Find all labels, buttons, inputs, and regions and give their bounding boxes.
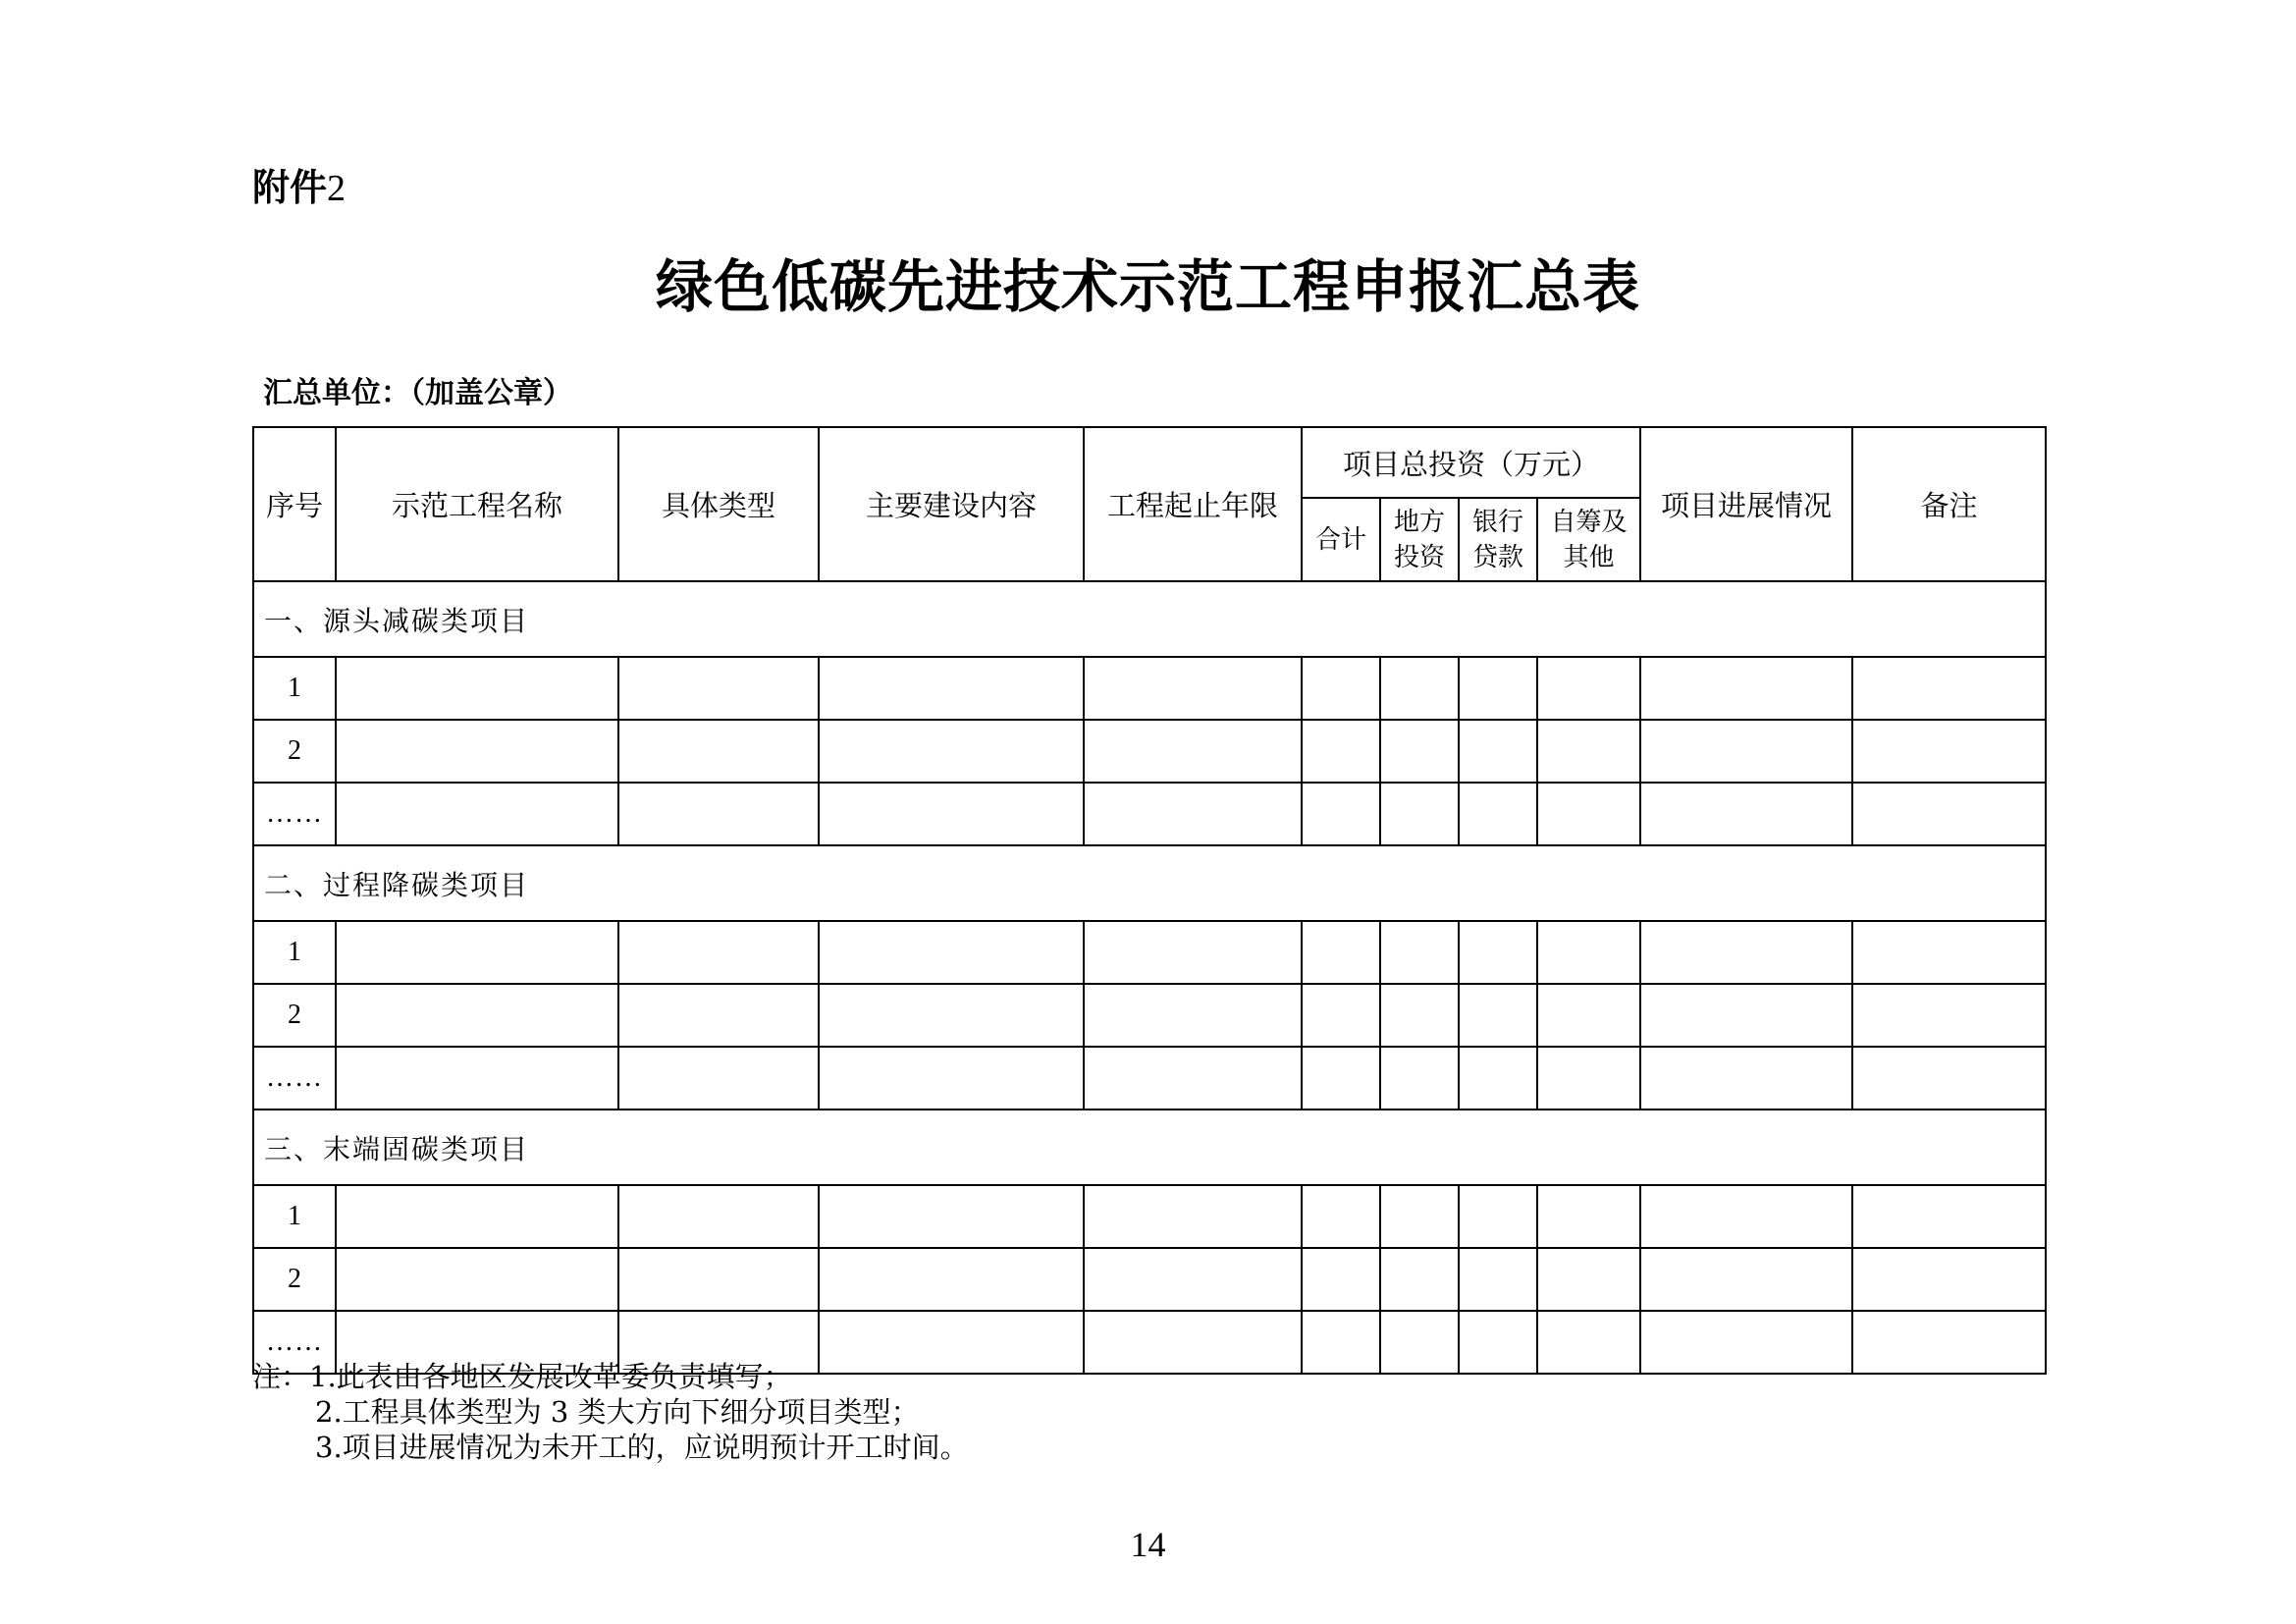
header-content: 主要建设内容 [819,427,1084,581]
row-index: 2 [253,984,336,1047]
header-remarks: 备注 [1852,427,2046,581]
section-label: 一、源头减碳类项目 [253,581,2046,657]
cell-type [618,1185,819,1248]
cell-investment-bank [1459,720,1537,783]
header-investment-bank-line2: 贷款 [1471,542,1523,572]
cell-type [618,1248,819,1311]
note-line: 3.项目进展情况为未开工的，应说明预计开工时间。 [315,1431,969,1464]
cell-period [1084,720,1302,783]
row-index: …… [253,1311,336,1374]
cell-investment-local [1380,657,1459,720]
cell-remarks [1852,1047,2046,1110]
cell-progress [1640,984,1852,1047]
cell-type [618,921,819,984]
cell-investment-bank [1459,1248,1537,1311]
cell-investment-total [1302,984,1380,1047]
cell-content [819,921,1084,984]
cell-investment-local [1380,921,1459,984]
table-row [253,720,2046,783]
cell-investment-total [1302,1185,1380,1248]
cell-content [819,1185,1084,1248]
cell-progress [1640,1311,1852,1374]
cell-investment-bank [1459,1047,1537,1110]
cell-investment-self [1537,921,1640,984]
cell-type [618,657,819,720]
cell-investment-local [1380,1185,1459,1248]
cell-investment-self [1537,657,1640,720]
cell-period [1084,1185,1302,1248]
cell-content [819,1047,1084,1110]
table-row [253,984,2046,1047]
cell-period [1084,1248,1302,1311]
note-line: 2.工程具体类型为 3 类大方向下细分项目类型； [315,1395,920,1429]
cell-progress [1640,1047,1852,1110]
page-number: 14 [1130,1525,1166,1564]
table-row [253,921,2046,984]
cell-investment-total [1302,1311,1380,1374]
cell-progress [1640,921,1852,984]
cell-type [618,720,819,783]
cell-investment-self [1537,783,1640,845]
cell-period [1084,1047,1302,1110]
cell-investment-total [1302,1047,1380,1110]
cell-period [1084,657,1302,720]
cell-remarks [1852,1185,2046,1248]
cell-investment-total [1302,1248,1380,1311]
summary-table [252,426,2047,1375]
page-title: 绿色低碳先进技术示范工程申报汇总表 [655,253,1640,320]
header-investment-bank-line1: 银行 [1471,507,1523,537]
table-row [253,657,2046,720]
cell-project-name [336,1248,618,1311]
cell-investment-self [1537,984,1640,1047]
header-investment-self-line1: 自筹及 [1550,507,1628,537]
cell-investment-local [1380,720,1459,783]
cell-type [618,984,819,1047]
notes-block [252,1359,969,1465]
header-investment-local-line1: 地方 [1393,507,1445,537]
cell-remarks [1852,1248,2046,1311]
cell-investment-self [1537,1311,1640,1374]
header-type: 具体类型 [618,427,819,581]
row-index: 1 [253,657,336,720]
cell-investment-local [1380,984,1459,1047]
section-row [253,1110,2046,1185]
cell-investment-local [1380,783,1459,845]
cell-project-name [336,657,618,720]
cell-content [819,984,1084,1047]
header-investment-local [1380,498,1459,581]
cell-type [618,1047,819,1110]
cell-investment-total [1302,657,1380,720]
cell-remarks [1852,783,2046,845]
row-index: …… [253,1047,336,1110]
header-index: 序号 [253,427,336,581]
cell-investment-local [1380,1047,1459,1110]
cell-period [1084,921,1302,984]
cell-investment-bank [1459,657,1537,720]
table-row [253,783,2046,845]
row-index: 1 [253,1185,336,1248]
cell-investment-bank [1459,1185,1537,1248]
section-label: 三、末端固碳类项目 [253,1110,2046,1185]
cell-progress [1640,720,1852,783]
cell-investment-self [1537,1047,1640,1110]
row-index: 2 [253,720,336,783]
cell-remarks [1852,1311,2046,1374]
cell-investment-bank [1459,783,1537,845]
cell-project-name [336,1185,618,1248]
cell-type [618,783,819,845]
cell-period [1084,1311,1302,1374]
cell-content [819,657,1084,720]
cell-content [819,783,1084,845]
header-investment-total: 合计 [1302,498,1380,581]
cell-investment-total [1302,783,1380,845]
header-investment-local-line2: 投资 [1393,542,1445,572]
cell-project-name [336,1047,618,1110]
cell-project-name [336,984,618,1047]
table-row [253,1047,2046,1110]
attachment-text: 附件 [252,166,328,209]
header-investment-group: 项目总投资（万元） [1302,427,1640,498]
cell-period [1084,783,1302,845]
cell-remarks [1852,984,2046,1047]
summary-unit: 汇总单位：（加盖公章） [263,376,572,410]
cell-progress [1640,783,1852,845]
cell-progress [1640,657,1852,720]
table-row [253,1248,2046,1311]
section-row [253,845,2046,921]
cell-investment-bank [1459,984,1537,1047]
attachment-label [252,157,346,211]
cell-remarks [1852,921,2046,984]
header-investment-self [1537,498,1640,581]
cell-remarks [1852,720,2046,783]
cell-investment-bank [1459,1311,1537,1374]
attachment-number: 2 [327,168,347,209]
cell-remarks [1852,657,2046,720]
cell-investment-self [1537,1248,1640,1311]
cell-progress [1640,1185,1852,1248]
cell-investment-local [1380,1311,1459,1374]
cell-investment-self [1537,720,1640,783]
cell-investment-total [1302,720,1380,783]
row-index: …… [253,783,336,845]
header-investment-self-line2: 其他 [1563,542,1615,572]
header-investment-bank [1459,498,1537,581]
cell-project-name [336,921,618,984]
cell-investment-bank [1459,921,1537,984]
row-index: 1 [253,921,336,984]
header-period: 工程起止年限 [1084,427,1302,581]
cell-content [819,1248,1084,1311]
note-line: 注：1.此表由各地区发展改革委负责填写； [252,1360,792,1393]
cell-progress [1640,1248,1852,1311]
section-label: 二、过程降碳类项目 [253,845,2046,921]
cell-period [1084,984,1302,1047]
row-index: 2 [253,1248,336,1311]
cell-investment-total [1302,921,1380,984]
cell-project-name [336,720,618,783]
table-row [253,1185,2046,1248]
cell-investment-local [1380,1248,1459,1311]
cell-investment-self [1537,1185,1640,1248]
cell-project-name [336,783,618,845]
header-project-name: 示范工程名称 [336,427,618,581]
header-progress: 项目进展情况 [1640,427,1852,581]
section-row [253,581,2046,657]
cell-content [819,720,1084,783]
